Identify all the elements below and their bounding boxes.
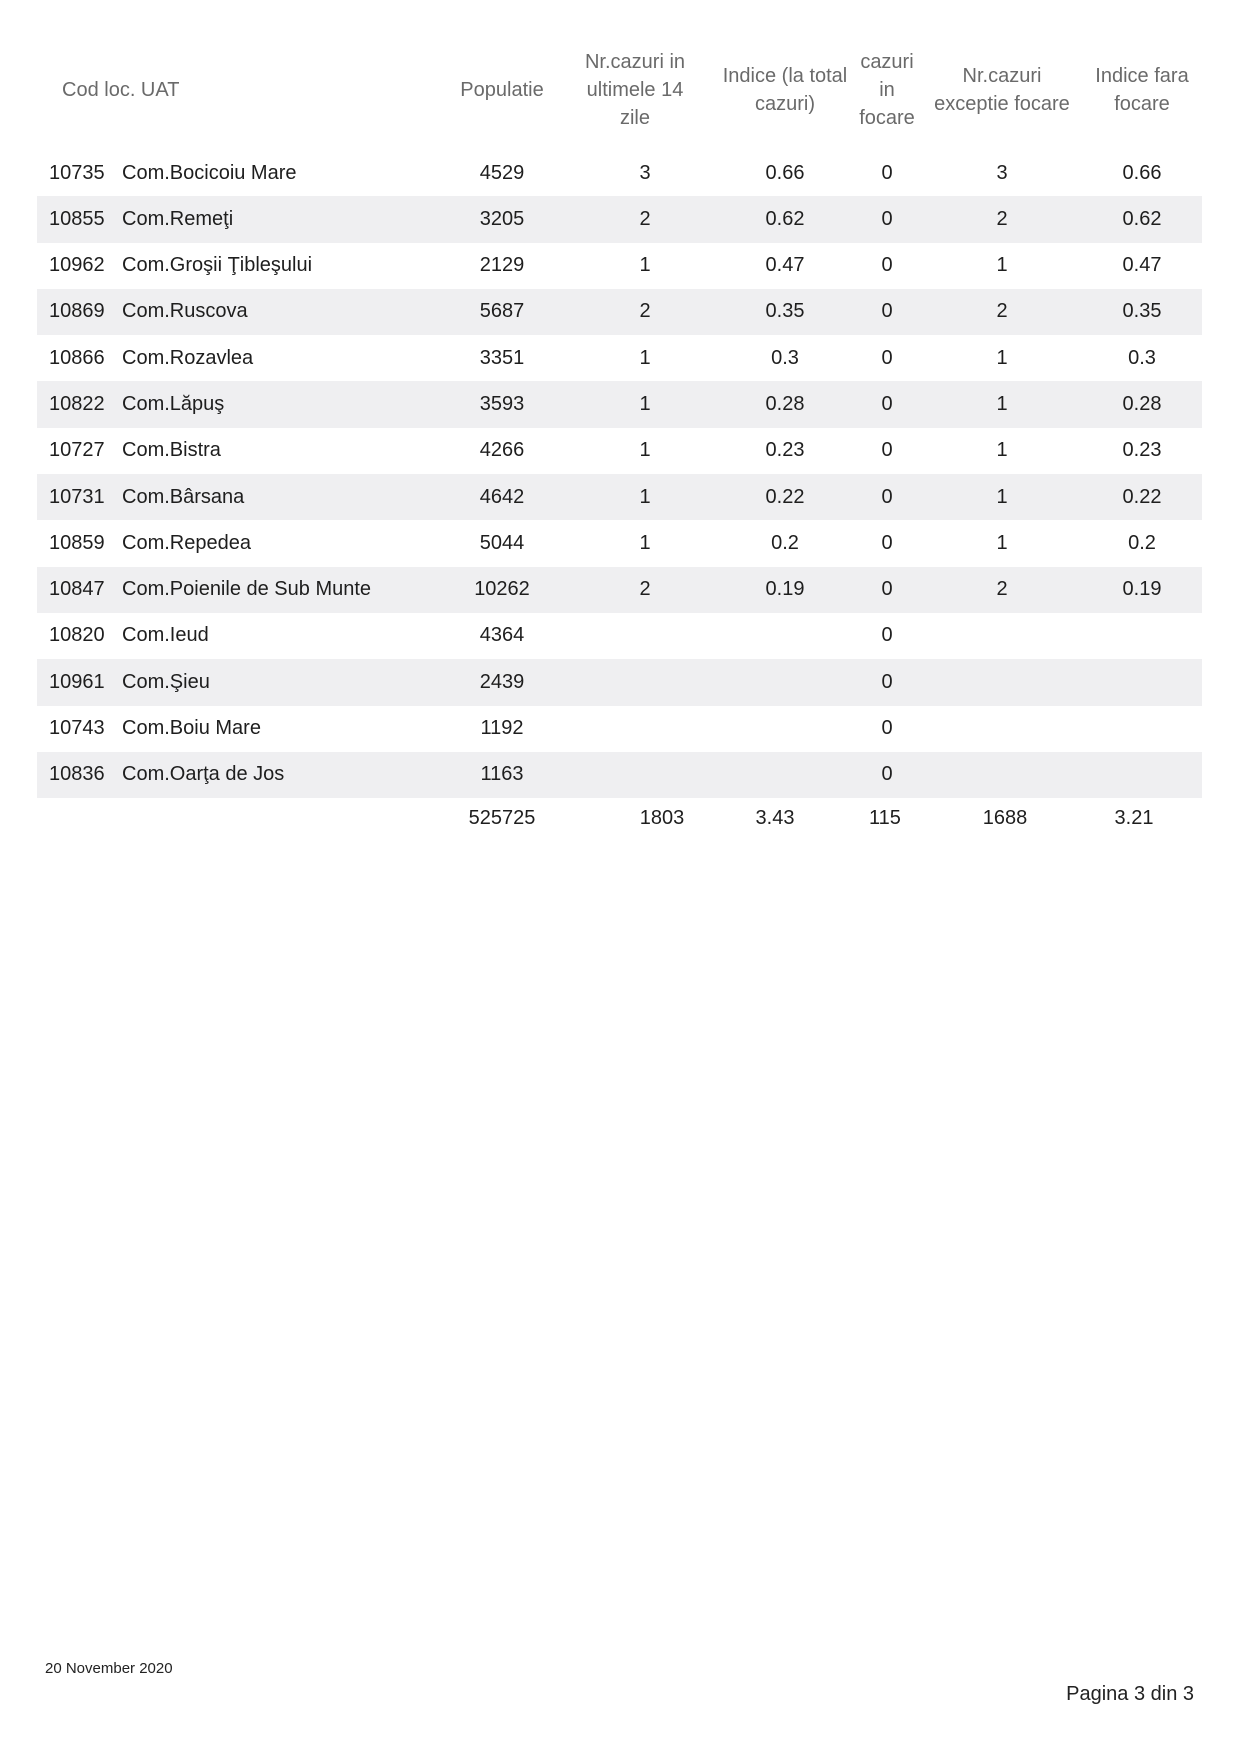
cell-populatie: 4642: [479, 485, 525, 508]
cell-uat-name: Com.Groşii Ţibleşului: [122, 254, 313, 277]
table-row: [37, 243, 1202, 289]
cell-cazuri-in-focare: 0: [881, 624, 893, 647]
cell-nr-cazuri-exceptie-focare: 1: [996, 254, 1008, 277]
cell-cod: 10866: [49, 346, 105, 369]
table-row: [37, 150, 1202, 196]
cell-nr-cazuri-14-zile: 2: [639, 207, 651, 230]
cell-nr-cazuri-14-zile: [575, 613, 715, 659]
cell-nr-cazuri-exceptie-focare: [922, 659, 1082, 705]
header-populatie: Populatie: [460, 79, 544, 101]
cell-indice-fara-focare: 0.3: [1128, 346, 1156, 369]
table-row: [37, 659, 1202, 705]
cell-populatie: 5687: [479, 300, 525, 323]
cell-uat-name: Com.Poienile de Sub Munte: [122, 578, 372, 601]
cell-indice-fara-focare: 0.47: [1122, 254, 1162, 277]
total-nr-cazuri-14-zile: 1803: [639, 806, 685, 829]
cell-indice-fara-focare: 0.2: [1128, 531, 1156, 554]
cell-populatie: 2129: [479, 254, 525, 277]
cell-nr-cazuri-exceptie-focare: [922, 752, 1082, 798]
cell-cod: 10859: [49, 531, 105, 554]
cell-nr-cazuri-exceptie-focare: 1: [996, 439, 1008, 462]
header-cazuri-in-focare: cazuri in focare: [859, 51, 915, 129]
total-indice-fara-focare: 3.21: [1114, 806, 1154, 829]
cell-cazuri-in-focare: 0: [881, 578, 893, 601]
cell-cazuri-in-focare: 0: [881, 346, 893, 369]
cell-cod: 10743: [49, 717, 105, 740]
total-populatie: 525725: [468, 806, 536, 829]
total-nr-cazuri-exceptie-focare: 1688: [982, 806, 1028, 829]
cell-indice-fara-focare: 0.23: [1122, 439, 1162, 462]
cell-populatie: 4266: [479, 439, 525, 462]
cell-populatie: 3593: [479, 392, 525, 415]
cell-cazuri-in-focare: 0: [881, 485, 893, 508]
cell-cod: 10727: [49, 439, 105, 462]
cell-indice-fara-focare: 0.19: [1122, 578, 1162, 601]
cell-uat-name: Com.Ieud: [122, 624, 209, 647]
cell-nr-cazuri-14-zile: 1: [639, 485, 651, 508]
cell-uat-name: Com.Ruscova: [122, 300, 248, 323]
cell-cazuri-in-focare: 0: [881, 254, 893, 277]
cell-indice-fara-focare: 0.28: [1122, 392, 1162, 415]
totals-row: [37, 795, 1202, 835]
cell-indice: 0.47: [765, 254, 805, 277]
cell-cod: 10735: [49, 161, 105, 184]
cell-cod: 10847: [49, 578, 105, 601]
cell-indice-fara-focare: [1077, 659, 1207, 705]
cell-cod: 10822: [49, 392, 105, 415]
cell-populatie: 10262: [474, 578, 530, 601]
table-row: [37, 567, 1202, 613]
cell-nr-cazuri-14-zile: [575, 706, 715, 752]
cell-cod: 10961: [49, 670, 105, 693]
cell-nr-cazuri-exceptie-focare: 3: [996, 161, 1008, 184]
cell-cazuri-in-focare: 0: [881, 670, 893, 693]
table-row: [37, 196, 1202, 242]
cell-cazuri-in-focare: 0: [881, 531, 893, 554]
header-nr-cazuri-exceptie-focare: Nr.cazuri exceptie focare: [934, 65, 1070, 115]
cell-cazuri-in-focare: 0: [881, 392, 893, 415]
cell-indice: [705, 659, 865, 705]
cell-cod: 10869: [49, 300, 105, 323]
cell-indice-fara-focare: [1077, 706, 1207, 752]
table-row: [37, 520, 1202, 566]
cell-populatie: 4364: [479, 624, 525, 647]
table-row: [37, 289, 1202, 335]
cell-cod: 10962: [49, 254, 105, 277]
cell-cod: 10731: [49, 485, 105, 508]
cell-cazuri-in-focare: 0: [881, 300, 893, 323]
cell-populatie: 3351: [479, 346, 525, 369]
cell-cazuri-in-focare: 0: [881, 717, 893, 740]
cell-uat-name: Com.Repedea: [122, 531, 251, 554]
table-row: [37, 613, 1202, 659]
cell-indice-fara-focare: 0.35: [1122, 300, 1162, 323]
table-row: [37, 706, 1202, 752]
cell-indice: 0.3: [771, 346, 799, 369]
cell-nr-cazuri-14-zile: 1: [639, 392, 651, 415]
cell-indice: [705, 752, 865, 798]
cell-indice-fara-focare: 0.62: [1122, 207, 1162, 230]
header-nr-cazuri-14-zile: Nr.cazuri in ultimele 14 zile: [584, 51, 686, 129]
total-indice: 3.43: [755, 806, 795, 829]
cell-uat-name: Com.Bocicoiu Mare: [122, 161, 297, 184]
cell-populatie: 4529: [479, 161, 525, 184]
cell-cod: 10820: [49, 624, 105, 647]
cell-populatie: 3205: [479, 207, 525, 230]
table-row: [37, 335, 1202, 381]
cell-uat-name: Com.Rozavlea: [122, 346, 254, 369]
table-row: [37, 381, 1202, 427]
cell-cod: 10836: [49, 763, 105, 786]
table-row: [37, 474, 1202, 520]
cell-cazuri-in-focare: 0: [881, 439, 893, 462]
cell-uat-name: Com.Oarţa de Jos: [122, 763, 285, 786]
cell-nr-cazuri-exceptie-focare: 2: [996, 578, 1008, 601]
total-cazuri-in-focare: 115: [869, 806, 901, 829]
cell-nr-cazuri-14-zile: 1: [639, 439, 651, 462]
cell-indice: [705, 613, 865, 659]
cell-nr-cazuri-14-zile: 1: [639, 254, 651, 277]
cell-uat-name: Com.Şieu: [122, 670, 210, 693]
cell-indice: 0.23: [765, 439, 805, 462]
footer-date: 20 November 2020: [45, 1660, 173, 1677]
cell-cod: 10855: [49, 207, 105, 230]
cell-indice-fara-focare: [1077, 613, 1207, 659]
cell-nr-cazuri-exceptie-focare: [922, 613, 1082, 659]
cell-cazuri-in-focare: 0: [881, 207, 893, 230]
header-cod-loc-uat: Cod loc. UAT: [62, 79, 180, 101]
table-row: [37, 752, 1202, 798]
cell-nr-cazuri-exceptie-focare: 2: [996, 207, 1008, 230]
cell-indice: 0.19: [765, 578, 805, 601]
cell-indice: 0.62: [765, 207, 805, 230]
cell-indice-fara-focare: 0.22: [1122, 485, 1162, 508]
cell-nr-cazuri-exceptie-focare: 1: [996, 392, 1008, 415]
cell-indice: 0.22: [765, 485, 805, 508]
footer-page-number: Pagina 3 din 3: [1066, 1683, 1194, 1705]
cell-uat-name: Com.Lăpuş: [122, 392, 225, 415]
cell-nr-cazuri-exceptie-focare: 1: [996, 485, 1008, 508]
table-header: [37, 45, 1202, 135]
cell-nr-cazuri-14-zile: [575, 659, 715, 705]
cell-indice-fara-focare: 0.66: [1122, 161, 1162, 184]
data-table: [37, 150, 1202, 798]
cell-populatie: 1163: [480, 763, 524, 786]
header-indice: Indice (la total cazuri): [722, 65, 848, 115]
cell-indice: 0.66: [765, 161, 805, 184]
cell-nr-cazuri-exceptie-focare: [922, 706, 1082, 752]
cell-nr-cazuri-14-zile: 2: [639, 578, 651, 601]
cell-nr-cazuri-14-zile: [575, 752, 715, 798]
cell-nr-cazuri-exceptie-focare: 2: [996, 300, 1008, 323]
cell-uat-name: Com.Boiu Mare: [122, 717, 261, 740]
cell-uat-name: Com.Remeţi: [122, 207, 234, 230]
cell-indice-fara-focare: [1077, 752, 1207, 798]
cell-nr-cazuri-14-zile: 1: [639, 531, 651, 554]
cell-uat-name: Com.Bârsana: [122, 485, 245, 508]
cell-nr-cazuri-14-zile: 2: [639, 300, 651, 323]
cell-indice: [705, 706, 865, 752]
cell-populatie: 1192: [480, 717, 524, 740]
cell-indice: 0.28: [765, 392, 805, 415]
table-row: [37, 428, 1202, 474]
cell-cazuri-in-focare: 0: [881, 161, 893, 184]
cell-nr-cazuri-exceptie-focare: 1: [996, 531, 1008, 554]
cell-populatie: 2439: [479, 670, 525, 693]
cell-cazuri-in-focare: 0: [881, 763, 893, 786]
cell-indice: 0.35: [765, 300, 805, 323]
cell-uat-name: Com.Bistra: [122, 439, 221, 462]
cell-populatie: 5044: [479, 531, 525, 554]
cell-indice: 0.2: [771, 531, 799, 554]
cell-nr-cazuri-14-zile: 1: [639, 346, 651, 369]
cell-nr-cazuri-14-zile: 3: [639, 161, 651, 184]
cell-nr-cazuri-exceptie-focare: 1: [996, 346, 1008, 369]
header-indice-fara-focare: Indice fara focare: [1095, 65, 1189, 115]
